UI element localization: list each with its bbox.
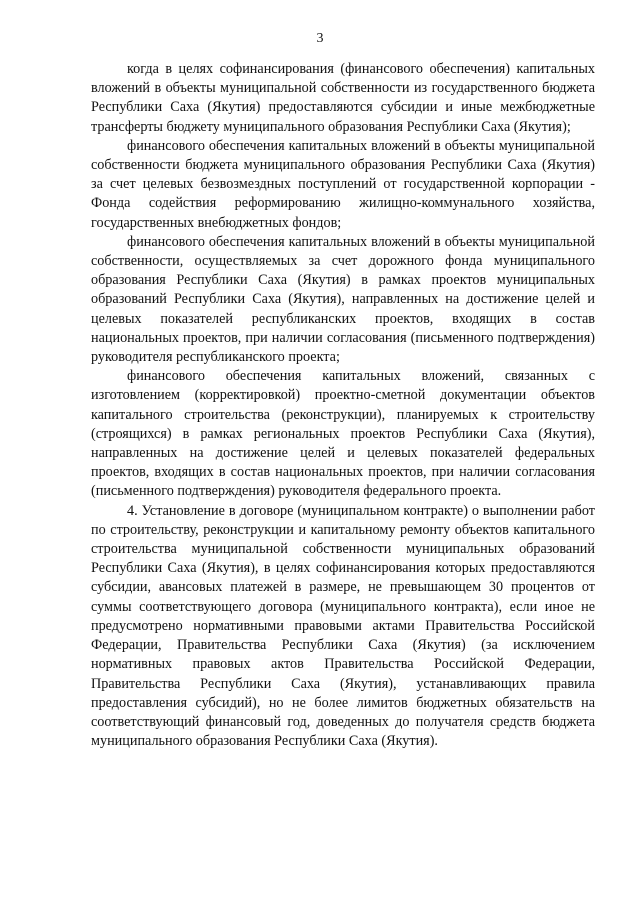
paragraph-clause-road-fund: финансового обеспечения капитальных вложений в объекты муниципальной собственности, осуществляемых за счет дорожного фонда муниципального образования Республики Саха (Якутия) в рамках проектов муниципальных образований Республики Саха (Якутия), направленных на достижение целей и целевых показателей республиканских проектов, входящих в состав национальных проектов, при наличии согласования (письменного подтверждения) руководителя республиканского проекта; [91,233,595,366]
paragraph-clause-subsidies: когда в целях софинансирования (финансового обеспечения) капитальных вложений в объекты муниципальной собственности из государственного бюджета Республики Саха (Якутия) предоставляются субсидии и иные межбюджетные трансферты бюджету муниципального образования Республики Саха (Якутия); [91,61,595,135]
page-number: 3 [316,31,324,46]
paragraph-clause-design-documentation: финансового обеспечения капитальных вложений, связанных с изготовлением (корректировкой) проектно-сметной документации объектов капитального строительства (реконструкции), планируемых к строительству (строящихся) в рамках региональных проектов Республики Саха (Якутия), направленных на достижение целей и целевых показателей федеральных проектов, входящих в состав национальных проектов, при наличии согласования (письменного подтверждения) руководителя федерального проекта. [91,368,595,500]
document-body [91,60,595,751]
paragraph-item-4-advance-payments: 4. Установление в договоре (муниципальном контракте) о выполнении работ по строительству, реконструкции и капитальному ремонту объектов капитального строительства муниципальной собственности муниципальных образований Республики Саха (Якутия), в целях софинансирования которых предоставляются субсидии, авансовых платежей в размере, не превышающем 30 процентов от суммы соответствующего договора (муниципального контракта), если иное не предусмотрено нормативными правовыми актами Правительства Российской Федерации, Правительства Республики Саха (Якутия) (за исключением нормативных правовых актов Правительства Российской Федерации, Правительства Республики Саха (Якутия), устанавливающих правила предоставления субсидий), но не более лимитов бюджетных обязательств на соответствующий финансовый год, доведенных до получателя средств бюджета муниципального образования Республики Саха (Якутия). [91,502,595,750]
paragraph-clause-housing-fund: финансового обеспечения капитальных вложений в объекты муниципальной собственности бюджета муниципального образования Республики Саха (Якутия) за счет целевых безвозмездных поступлений от государственной корпорации - Фонда содействия реформированию жилищно-коммунального хозяйства, государственных внебюджетных фондов; [91,137,595,231]
